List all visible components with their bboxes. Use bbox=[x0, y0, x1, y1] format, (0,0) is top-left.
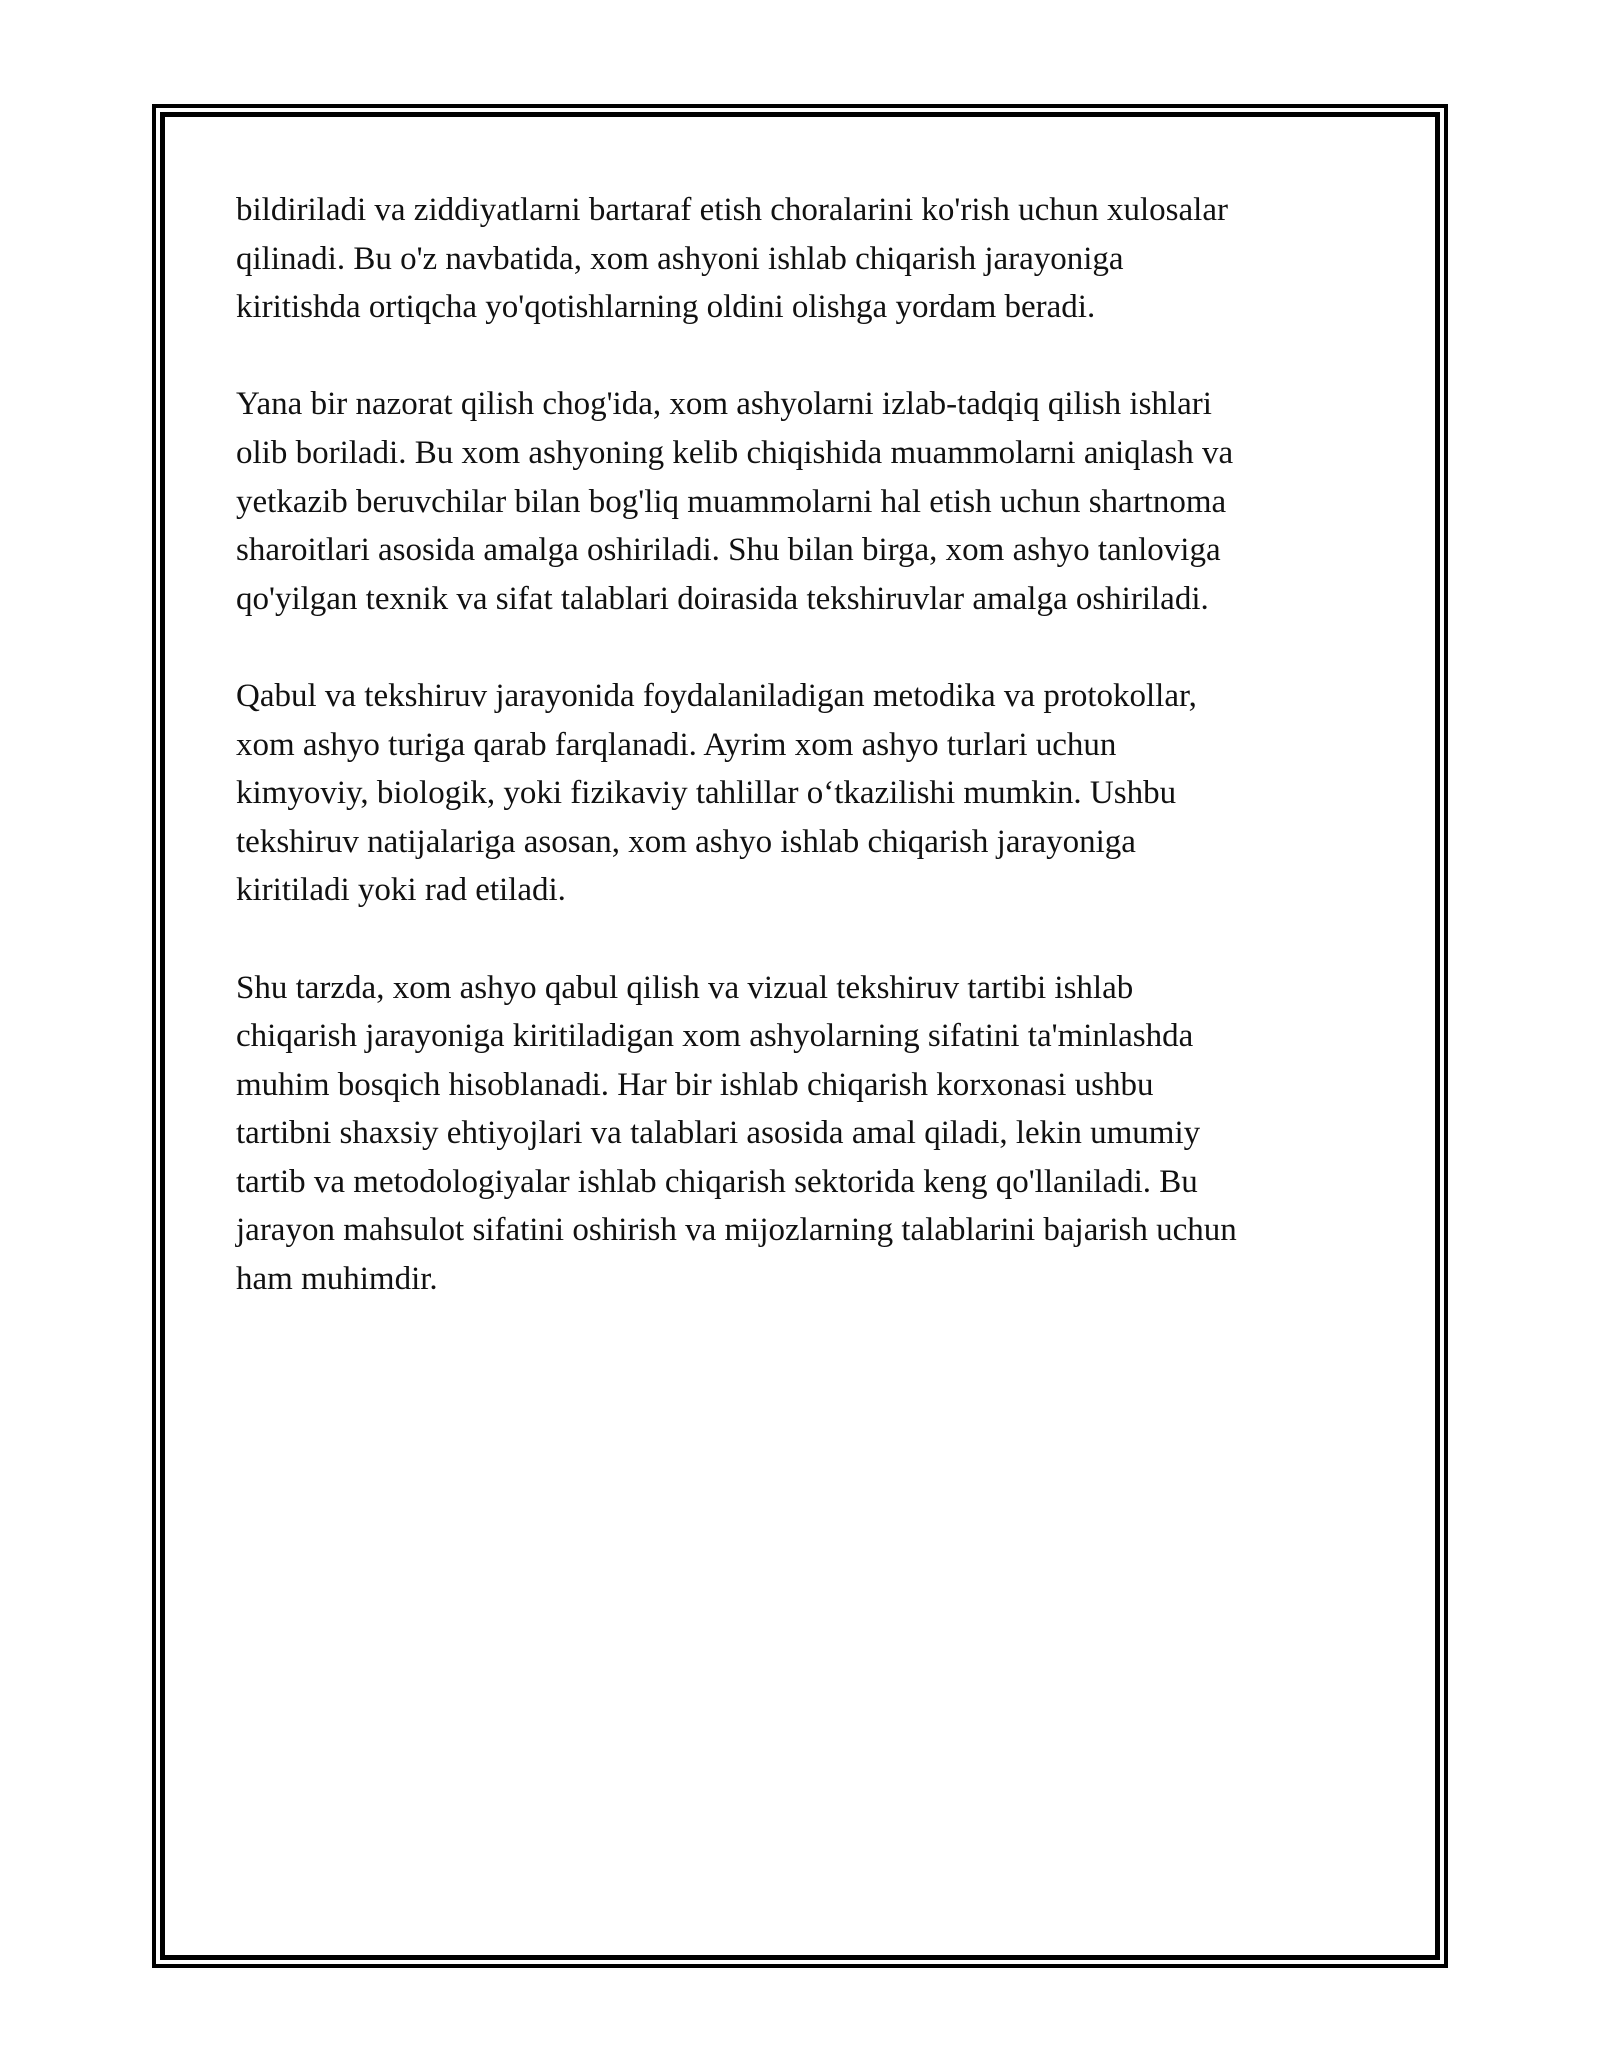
paragraph-1 bbox=[236, 186, 1361, 332]
text-line: xom ashyo turiga qarab farqlanadi. Ayrim xom ashyo turlari uchun bbox=[236, 726, 1117, 763]
text-line: Shu tarzda, xom ashyo qabul qilish va vizual tekshiruv tartibi ishlab bbox=[236, 969, 1134, 1006]
paragraph-3 bbox=[236, 672, 1361, 915]
text-line: qo'yilgan texnik va sifat talablari doirasida tekshiruvlar amalga oshiriladi. bbox=[236, 580, 1209, 617]
text-line: Qabul va tekshiruv jarayonida foydalaniladigan metodika va protokollar, bbox=[236, 677, 1197, 714]
text-line: chiqarish jarayoniga kiritiladigan xom ashyolarning sifatini ta'minlashda bbox=[236, 1018, 1194, 1055]
text-line: bildiriladi va ziddiyatlarni bartaraf etish choralarini ko'rish uchun xulosalar bbox=[236, 192, 1228, 228]
text-line: ham muhimdir. bbox=[236, 1261, 438, 1298]
text-line: sharoitlari asosida amalga oshiriladi. Shu bilan birga, xom ashyo tanloviga bbox=[236, 532, 1221, 569]
document-body bbox=[236, 186, 1361, 1352]
text-line: kimyoviy, biologik, yoki fizikaviy tahlillar o‘tkazilishi mumkin. Ushbu bbox=[236, 775, 1177, 812]
text-line: yetkazib beruvchilar bilan bog'liq muammolarni hal etish uchun shartnoma bbox=[236, 483, 1227, 520]
paragraph-4 bbox=[236, 964, 1361, 1304]
text-line: kiritiladi yoki rad etiladi. bbox=[236, 872, 566, 909]
text-line: kiritishda ortiqcha yo'qotishlarning oldini olishga yordam beradi. bbox=[236, 289, 1096, 326]
text-line: muhim bosqich hisoblanadi. Har bir ishlab chiqarish korxonasi ushbu bbox=[236, 1066, 1154, 1103]
text-line: tartib va metodologiyalar ishlab chiqarish sektorida keng qo'llaniladi. Bu bbox=[236, 1163, 1198, 1200]
paragraph-2 bbox=[236, 380, 1361, 623]
text-line: tartibni shaxsiy ehtiyojlari va talablari asosida amal qiladi, lekin umumiy bbox=[236, 1115, 1201, 1152]
text-line: jarayon mahsulot sifatini oshirish va mijozlarning talablarini bajarish uchun bbox=[236, 1212, 1237, 1249]
text-line: Yana bir nazorat qilish chog'ida, xom ashyolarni izlab-tadqiq qilish ishlari bbox=[236, 386, 1212, 423]
text-line: olib boriladi. Bu xom ashyoning kelib chiqishida muammolarni aniqlash va bbox=[236, 434, 1234, 471]
text-line: tekshiruv natijalariga asosan, xom ashyo ishlab chiqarish jarayoniga bbox=[236, 823, 1136, 860]
text-line: qilinadi. Bu o'z navbatida, xom ashyoni ishlab chiqarish jarayoniga bbox=[236, 240, 1124, 277]
